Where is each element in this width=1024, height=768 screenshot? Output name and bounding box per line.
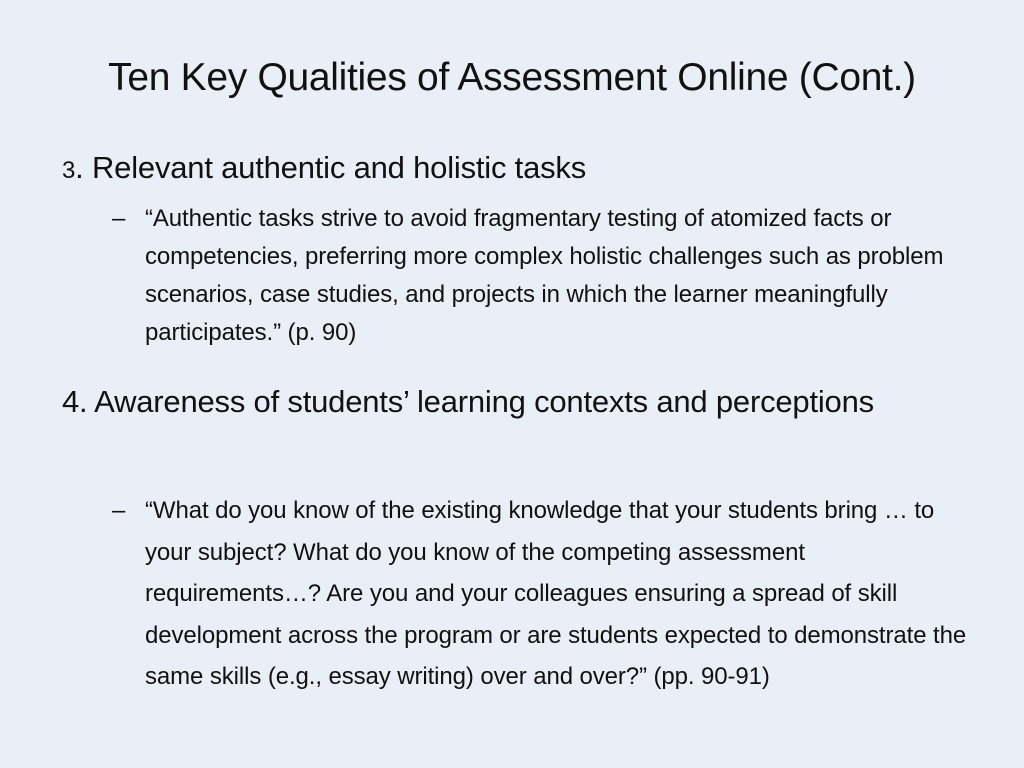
point-3-quote bbox=[112, 200, 972, 352]
point-3-number: 3 bbox=[62, 157, 76, 184]
dash-bullet: – bbox=[112, 205, 126, 232]
point-4-quote-text: “What do you know of the existing knowledge that your students bring … to your subject? What do you know of the competing assessment requirements…? Are you and your colleagues ensuring a spread of skill development across the program or are students expected to demonstrate the same skills (e.g., essay writing) over and over?” (pp. 90-91) bbox=[145, 497, 967, 690]
point-3-quote-text: “Authentic tasks strive to avoid fragmentary testing of atomized facts or competencies, preferring more complex holistic challenges such as problem scenarios, case studies, and projects in which the learner meaningfully participates.” (p. 90) bbox=[145, 205, 944, 346]
point-3-heading bbox=[62, 146, 962, 193]
point-4-heading: 4. Awareness of students’ learning contexts and perceptions bbox=[62, 384, 874, 419]
slide-title: Ten Key Qualities of Assessment Online (Cont.) bbox=[108, 56, 916, 99]
point-3-heading-text: . Relevant authentic and holistic tasks bbox=[75, 150, 587, 185]
point-4-quote bbox=[112, 490, 972, 698]
dash-bullet: – bbox=[112, 497, 126, 524]
